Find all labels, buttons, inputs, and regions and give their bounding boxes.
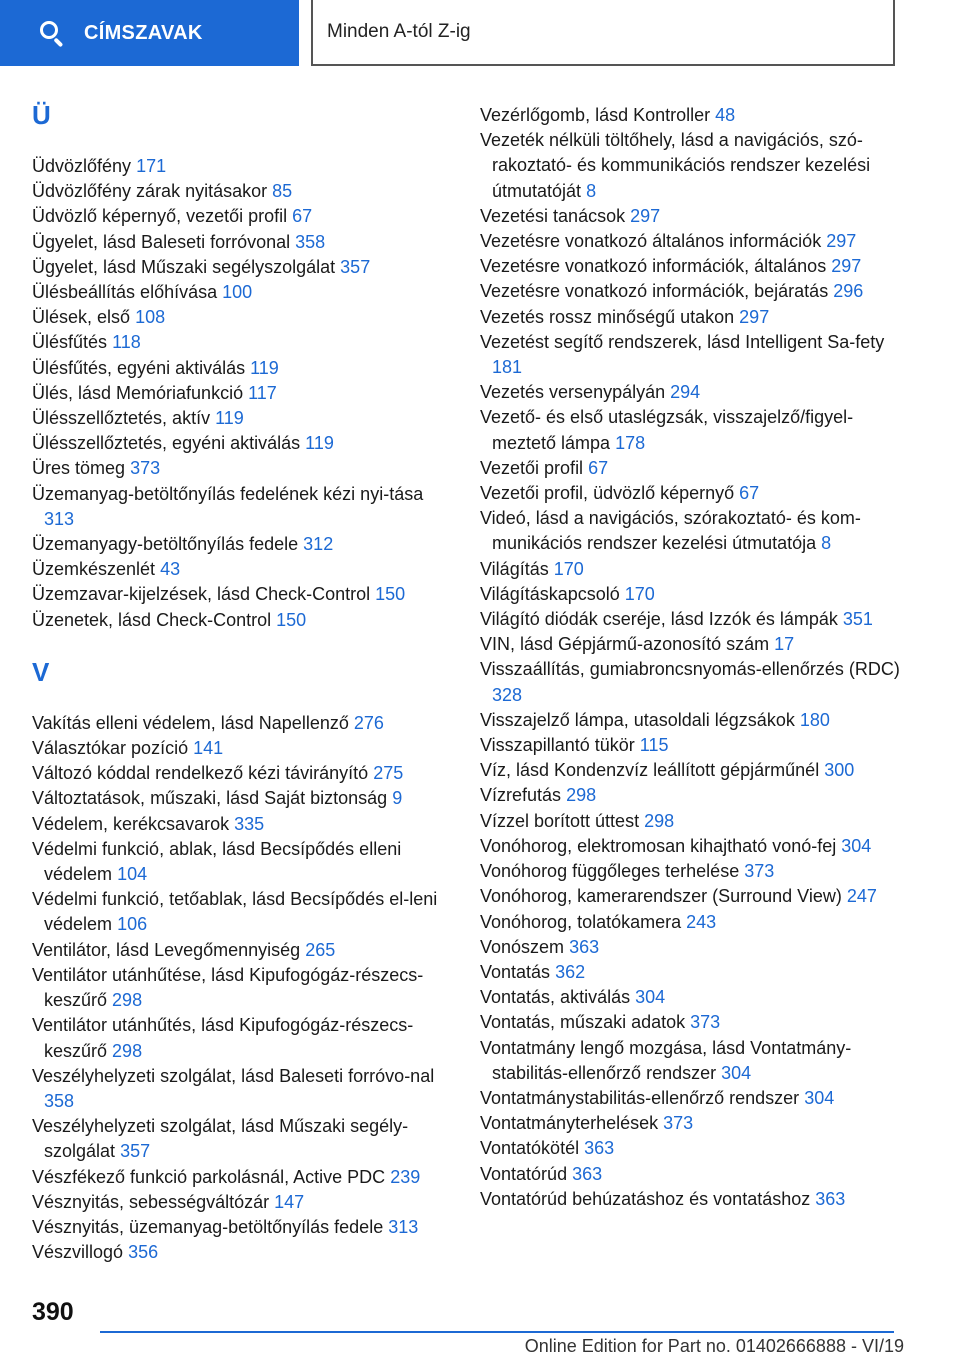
entry-text: Vízzel borított úttest bbox=[480, 810, 640, 831]
entry-text: Vészfékező funkció parkolásnál, Active PDC bbox=[32, 1166, 386, 1187]
entry-text: Ülés, lásd Memóriafunkció bbox=[32, 382, 244, 403]
entry-text: Vontatás bbox=[480, 961, 551, 982]
entry-page-link[interactable]: 180 bbox=[799, 709, 830, 730]
index-entry bbox=[480, 128, 900, 204]
entry-page-link[interactable]: 357 bbox=[340, 256, 371, 277]
entry-text: Ülésszellőztetés, egyéni aktiválás bbox=[32, 433, 301, 454]
entry-text: Visszajelző lámpa, utasoldali légzsákok bbox=[480, 709, 795, 730]
index-entry bbox=[480, 204, 900, 229]
entry-page-link[interactable]: 275 bbox=[373, 763, 404, 784]
entry-text: Védelem, kerékcsavarok bbox=[32, 813, 230, 834]
index-entry bbox=[480, 809, 900, 834]
index-column-right bbox=[480, 103, 900, 1212]
index-entry bbox=[32, 255, 452, 280]
index-entry bbox=[32, 608, 452, 633]
entry-text: Üzemanyag-betöltőnyílás fedelének kézi nyi-tása bbox=[32, 483, 424, 504]
entry-text: Vontatás, aktiválás bbox=[480, 987, 631, 1008]
entry-text: Választókar pozíció bbox=[32, 738, 189, 759]
index-entry bbox=[32, 482, 452, 532]
index-entry bbox=[480, 279, 900, 304]
entry-text: Vontatás, műszaki adatok bbox=[480, 1012, 686, 1033]
entry-page-link[interactable]: 67 bbox=[292, 206, 313, 227]
entry-text: Vontatórúd behúzatáshoz és vontatáshoz bbox=[480, 1188, 811, 1209]
index-entry bbox=[480, 960, 900, 985]
index-entry bbox=[32, 938, 452, 963]
entry-page-link[interactable]: 100 bbox=[222, 282, 253, 303]
entry-page-link[interactable]: 312 bbox=[303, 534, 334, 555]
entry-page-link[interactable]: 118 bbox=[112, 332, 141, 353]
entry-text: Vésznyitás, sebességváltózár bbox=[32, 1191, 270, 1212]
index-entry bbox=[32, 837, 452, 887]
entry-text: Vezetésre vonatkozó információk, bejáratás bbox=[480, 281, 829, 302]
entry-page-link[interactable]: 297 bbox=[739, 306, 770, 327]
entry-text: Vezetésre vonatkozó általános információk bbox=[480, 231, 822, 252]
index-entry bbox=[480, 935, 900, 960]
entry-text: Vakítás elleni védelem, lásd Napellenző bbox=[32, 712, 349, 733]
section-letter: Ü bbox=[32, 100, 51, 130]
entry-text: Világító diódák cseréje, lásd Izzók és lámpák bbox=[480, 609, 838, 630]
search-icon bbox=[40, 21, 64, 45]
entry-page-link[interactable]: 8 bbox=[821, 533, 832, 554]
entry-page-link[interactable]: 296 bbox=[833, 281, 864, 302]
index-entry bbox=[480, 657, 900, 707]
entry-text: Üdvözlőfény zárak nyitásakor bbox=[32, 181, 268, 202]
entry-text: Ventilátor, lásd Levegőmennyiség bbox=[32, 939, 301, 960]
entry-text: Változtatások, műszaki, lásd Saját biztonság bbox=[32, 788, 388, 809]
entry-text: Vészvillogó bbox=[32, 1242, 124, 1263]
index-entry bbox=[480, 884, 900, 909]
index-entry bbox=[32, 431, 452, 456]
entry-page-link[interactable]: 373 bbox=[130, 458, 161, 479]
keywords-tab-label: CÍMSZAVAK bbox=[84, 21, 203, 44]
entry-text: Vonóhorog, kamerarendszer (Surround View) bbox=[480, 886, 842, 907]
entry-text: Világítás bbox=[480, 558, 549, 579]
index-entry bbox=[32, 1064, 452, 1114]
entry-page-link[interactable]: 67 bbox=[588, 457, 609, 478]
entry-text: Üres tömeg bbox=[32, 458, 126, 479]
index-entry bbox=[480, 758, 900, 783]
entry-text: Vezetési tanácsok bbox=[480, 205, 626, 226]
entry-page-link[interactable]: 304 bbox=[635, 987, 666, 1008]
entry-text: Ülésfűtés bbox=[32, 332, 108, 353]
entry-page-link[interactable]: 119 bbox=[305, 433, 334, 454]
index-entry bbox=[480, 632, 900, 657]
entry-text: Vonóhorog, tolatókamera bbox=[480, 911, 682, 932]
index-entry bbox=[32, 736, 452, 761]
entry-text: Visszaállítás, gumiabroncsnyomás-ellenőrzés (RDC) bbox=[480, 659, 900, 680]
entry-text: Visszapillantó tükör bbox=[480, 735, 635, 756]
index-entry bbox=[480, 582, 900, 607]
entry-text: Vontatórúd bbox=[480, 1163, 568, 1184]
footer-divider bbox=[100, 1331, 894, 1333]
index-entry bbox=[32, 179, 452, 204]
entry-page-link[interactable]: 117 bbox=[248, 382, 277, 403]
edition-note: Online Edition for Part no. 01402666888 - VI/19 bbox=[524, 1336, 904, 1356]
index-entry bbox=[480, 1111, 900, 1136]
entry-text: Védelmi funkció, tetőablak, lásd Becsípődés el-leni védelem bbox=[32, 889, 438, 935]
entry-page-link[interactable]: 147 bbox=[274, 1191, 305, 1212]
entry-text: Ülések, első bbox=[32, 307, 131, 328]
entry-page-link[interactable]: 239 bbox=[390, 1166, 421, 1187]
index-entry bbox=[480, 1187, 900, 1212]
entry-page-link[interactable]: 298 bbox=[644, 810, 675, 831]
entry-text: Üdvözlő képernyő, vezetői profil bbox=[32, 206, 288, 227]
entry-page-link[interactable]: 170 bbox=[624, 583, 655, 604]
entry-page-link[interactable]: 106 bbox=[117, 914, 148, 935]
page-header bbox=[0, 0, 960, 66]
index-entry bbox=[480, 859, 900, 884]
entry-text: Vontatókötél bbox=[480, 1138, 580, 1159]
index-entry bbox=[480, 103, 900, 128]
entry-page-link[interactable]: 363 bbox=[569, 936, 600, 957]
entry-page-link[interactable]: 298 bbox=[566, 785, 597, 806]
index-entry bbox=[32, 1114, 452, 1164]
index-entry bbox=[32, 1240, 452, 1265]
entry-text: Ülésszellőztetés, aktív bbox=[32, 408, 211, 429]
index-entry bbox=[480, 1136, 900, 1161]
index-entry bbox=[32, 330, 452, 355]
index-entry bbox=[480, 254, 900, 279]
index-entry bbox=[480, 733, 900, 758]
entry-page-link[interactable]: 373 bbox=[690, 1012, 721, 1033]
entry-text: Ügyelet, lásd Baleseti forróvonal bbox=[32, 231, 291, 252]
entry-text: Ventilátor utánhűtés, lásd Kipufogógáz-részecs-keszűrő bbox=[32, 1015, 414, 1061]
index-entry bbox=[32, 812, 452, 837]
entry-text: Veszélyhelyzeti szolgálat, lásd Baleseti forróvo-nal bbox=[32, 1065, 435, 1086]
index-entry bbox=[480, 405, 900, 455]
entry-page-link[interactable]: 119 bbox=[215, 408, 244, 429]
entry-page-link[interactable]: 297 bbox=[630, 205, 661, 226]
entry-text: VIN, lásd Gépjármű-azonosító szám bbox=[480, 634, 770, 655]
index-entry bbox=[480, 1162, 900, 1187]
index-entry bbox=[480, 506, 900, 556]
index-entry bbox=[32, 761, 452, 786]
entry-text: Vezetést segítő rendszerek, lásd Intelligent Sa-fety bbox=[480, 331, 885, 352]
entry-page-link[interactable]: 17 bbox=[774, 634, 795, 655]
entry-text: Vontatmányterhelések bbox=[480, 1113, 659, 1134]
entry-text: Vonószem bbox=[480, 936, 565, 957]
index-entry bbox=[32, 204, 452, 229]
entry-page-link[interactable]: 313 bbox=[44, 508, 75, 529]
index-entry bbox=[480, 985, 900, 1010]
index-entry bbox=[480, 1086, 900, 1111]
entry-text: Vezető- és első utaslégzsák, visszajelző/figyel-meztető lámpa bbox=[480, 407, 854, 453]
entry-page-link[interactable]: 9 bbox=[392, 788, 403, 809]
index-entry bbox=[480, 834, 900, 859]
entry-page-link[interactable]: 297 bbox=[826, 231, 857, 252]
entry-page-link[interactable]: 115 bbox=[639, 735, 669, 756]
entry-page-link[interactable]: 363 bbox=[584, 1138, 615, 1159]
entry-text: Vonóhorog függőleges terhelése bbox=[480, 861, 740, 882]
index-entry bbox=[480, 1036, 900, 1086]
index-entry bbox=[480, 305, 900, 330]
index-entry bbox=[32, 582, 452, 607]
index-entry bbox=[480, 229, 900, 254]
entry-text: Üzemanyagy-betöltőnyílás fedele bbox=[32, 534, 299, 555]
index-entry bbox=[32, 406, 452, 431]
entry-text: Üzemkészenlét bbox=[32, 559, 156, 580]
entry-page-link[interactable]: 181 bbox=[492, 357, 523, 378]
entry-page-link[interactable]: 119 bbox=[250, 357, 279, 378]
index-entry bbox=[480, 481, 900, 506]
index-entry bbox=[480, 708, 900, 733]
entry-text: Vezetés rossz minőségű utakon bbox=[480, 306, 735, 327]
entry-page-link[interactable]: 265 bbox=[305, 939, 336, 960]
entry-page-link[interactable]: 373 bbox=[744, 861, 775, 882]
index-entry bbox=[32, 305, 452, 330]
entry-text: Vezeték nélküli töltőhely, lásd a navigációs, szó-rakoztató- és kommunikációs rendszer kezelési útmutatóját bbox=[480, 130, 871, 201]
entry-page-link[interactable]: 335 bbox=[234, 813, 265, 834]
index-entry bbox=[32, 1013, 452, 1063]
entry-text: Üzemzavar-kijelzések, lásd Check-Control bbox=[32, 584, 371, 605]
index-entry bbox=[32, 532, 452, 557]
entry-text: Videó, lásd a navigációs, szórakoztató- és kom-munikációs rendszer kezelési útmutatója bbox=[480, 508, 861, 554]
index-entry bbox=[32, 786, 452, 811]
entry-page-link[interactable]: 150 bbox=[375, 584, 406, 605]
index-entry bbox=[32, 154, 452, 179]
entry-text: Védelmi funkció, ablak, lásd Becsípődés elleni védelem bbox=[32, 838, 402, 885]
section-letter: V bbox=[32, 656, 50, 687]
entry-page-link[interactable]: 363 bbox=[572, 1163, 603, 1184]
entry-page-link[interactable]: 85 bbox=[272, 181, 293, 202]
entry-text: Üdvözlőfény bbox=[32, 156, 132, 176]
entry-text: Vezetés versenypályán bbox=[480, 382, 666, 403]
index-entry bbox=[480, 910, 900, 935]
entry-text: Ülésfűtés, egyéni aktiválás bbox=[32, 357, 246, 378]
entry-page-link[interactable]: 357 bbox=[120, 1141, 151, 1162]
entry-text: Változó kóddal rendelkező kézi távirányító bbox=[32, 763, 369, 784]
entry-page-link[interactable]: 104 bbox=[117, 864, 148, 885]
entry-text: Vésznyitás, üzemanyag-betöltőnyílás fedele bbox=[32, 1216, 384, 1237]
entry-page-link[interactable]: 328 bbox=[492, 684, 523, 705]
entry-page-link[interactable]: 178 bbox=[615, 432, 646, 453]
index-entry bbox=[32, 1215, 452, 1240]
entry-page-link[interactable]: 141 bbox=[193, 738, 224, 759]
entry-page-link[interactable]: 276 bbox=[353, 712, 384, 733]
entry-page-link[interactable]: 304 bbox=[804, 1087, 835, 1108]
index-entry bbox=[32, 1190, 452, 1215]
a-to-z-tab-label: Minden A-tól Z-ig bbox=[327, 21, 471, 42]
entry-page-link[interactable]: 356 bbox=[128, 1242, 159, 1263]
index-entry bbox=[32, 557, 452, 582]
index-entry bbox=[32, 456, 452, 481]
keywords-tab[interactable] bbox=[0, 0, 299, 66]
entry-page-link[interactable]: 297 bbox=[831, 256, 862, 277]
entry-page-link[interactable]: 8 bbox=[586, 180, 597, 201]
index-entry bbox=[32, 280, 452, 305]
entry-text: Vontatmánystabilitás-ellenőrző rendszer bbox=[480, 1087, 800, 1108]
entry-page-link[interactable]: 298 bbox=[112, 990, 143, 1011]
entry-page-link[interactable]: 304 bbox=[841, 835, 872, 856]
entry-text: Vezérlőgomb, lásd Kontroller bbox=[480, 105, 711, 125]
entry-text: Ügyelet, lásd Műszaki segélyszolgálat bbox=[32, 256, 336, 277]
entry-page-link[interactable]: 247 bbox=[846, 886, 877, 907]
entry-page-link[interactable]: 67 bbox=[739, 483, 760, 504]
index-entry bbox=[480, 783, 900, 808]
entry-text: Vezetői profil bbox=[480, 457, 584, 478]
index-entry bbox=[480, 607, 900, 632]
index-entry bbox=[32, 963, 452, 1013]
index-entry bbox=[32, 230, 452, 255]
index-entry bbox=[32, 381, 452, 406]
entry-text: Vontatmány lengő mozgása, lásd Vontatmány-stabilitás-ellenőrző rendszer bbox=[480, 1037, 852, 1083]
entry-text: Ülésbeállítás előhívása bbox=[32, 282, 218, 303]
a-to-z-tab[interactable] bbox=[311, 0, 895, 66]
entry-text: Veszélyhelyzeti szolgálat, lásd Műszaki segély-szolgálat bbox=[32, 1116, 409, 1162]
index-entry bbox=[32, 887, 452, 937]
entry-page-link[interactable]: 150 bbox=[276, 609, 307, 630]
index-entry bbox=[480, 557, 900, 582]
entry-page-link[interactable]: 358 bbox=[295, 231, 326, 252]
entry-text: Vonóhorog, elektromosan kihajtható vonó-fej bbox=[480, 835, 837, 856]
index-entry bbox=[480, 380, 900, 405]
index-entry bbox=[32, 356, 452, 381]
index-entry bbox=[480, 1010, 900, 1035]
entry-page-link[interactable]: 304 bbox=[721, 1062, 752, 1083]
entry-text: Világításkapcsoló bbox=[480, 583, 620, 604]
entry-page-link[interactable]: 43 bbox=[160, 559, 181, 580]
entry-page-link[interactable]: 373 bbox=[663, 1113, 694, 1134]
entry-text: Vízrefutás bbox=[480, 785, 562, 806]
page-number: 390 bbox=[32, 1298, 74, 1326]
entry-page-link[interactable]: 313 bbox=[388, 1216, 419, 1237]
entry-page-link[interactable]: 108 bbox=[135, 307, 166, 328]
index-entry bbox=[32, 1165, 452, 1190]
entry-page-link[interactable]: 48 bbox=[715, 105, 736, 125]
entry-page-link[interactable]: 363 bbox=[815, 1188, 846, 1209]
entry-page-link[interactable]: 170 bbox=[553, 558, 584, 579]
entry-page-link[interactable]: 351 bbox=[842, 609, 873, 630]
entry-text: Vezetői profil, üdvözlő képernyő bbox=[480, 483, 735, 504]
entry-page-link[interactable]: 362 bbox=[555, 961, 586, 982]
entry-text: Üzenetek, lásd Check-Control bbox=[32, 609, 272, 630]
entry-page-link[interactable]: 300 bbox=[824, 760, 855, 781]
entry-page-link[interactable]: 243 bbox=[686, 911, 717, 932]
entry-page-link[interactable]: 171 bbox=[136, 156, 167, 176]
entry-page-link[interactable]: 298 bbox=[112, 1040, 143, 1061]
index-column-left bbox=[32, 98, 452, 1265]
entry-text: Ventilátor utánhűtése, lásd Kipufogógáz-részecs-keszűrő bbox=[32, 964, 424, 1011]
entry-page-link[interactable]: 294 bbox=[670, 382, 701, 403]
index-entry bbox=[480, 456, 900, 481]
entry-text: Vezetésre vonatkozó információk, általános bbox=[480, 256, 827, 277]
entry-text: Víz, lásd Kondenzvíz leállított gépjárműnél bbox=[480, 760, 820, 781]
index-entry bbox=[480, 330, 900, 380]
index-entry bbox=[32, 711, 452, 736]
entry-page-link[interactable]: 358 bbox=[44, 1090, 75, 1111]
